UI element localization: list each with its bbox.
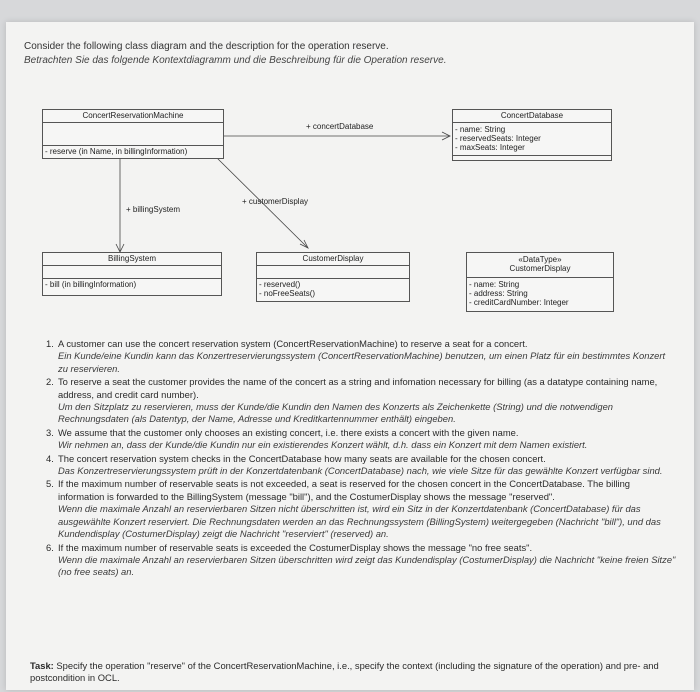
operations-section — [43, 279, 221, 289]
attributes-section — [467, 278, 613, 307]
attributes-section — [453, 123, 611, 156]
class-name: ConcertDatabase — [453, 110, 611, 123]
list-item — [46, 542, 676, 579]
list-item — [46, 427, 676, 452]
item-number: 1. — [46, 338, 54, 349]
label-billing-system: + billingSystem — [126, 205, 181, 214]
item-english: A customer can use the concert reservation system (ConcertReservationMachine) to reserve a seat for a concert. — [58, 338, 528, 349]
intro-english: Consider the following class diagram and the description for the operation reserve. — [24, 41, 389, 52]
item-number: 5. — [46, 478, 54, 490]
task-label: Task: — [30, 660, 54, 671]
item-german: Wenn die maximale Anzahl an reservierbaren Sitzen nicht überschritten ist, wird ein Sitz in der Konzertdatenbank (ConcertDatabase) für das ausgewählte Konzert reserviert. Die Rechnungsdaten werden an das Rechnungssystem (BillingSystem) weitergegeben (Nachricht "bill"), und das Kundendisplay (CostumerDisplay) zeigt die Nachricht "reserviert" (reserved) an. — [58, 503, 661, 540]
class-name: ConcertReservationMachine — [43, 110, 223, 123]
label-concert-database: + concertDatabase — [306, 122, 374, 131]
item-german: Das Konzertreservierungssystem prüft in der Konzertdatenbank (ConcertDatabase) nach, wie viele Sitze für das gewählte Konzert verfügbar sind. — [58, 465, 663, 477]
class-diagram — [6, 22, 694, 322]
item-english: To reserve a seat the customer provides the name of the concert as a string and infomation necessary for billing (as a datatype containing name, address, and credit card number). — [58, 376, 658, 400]
item-number: 3. — [46, 426, 54, 438]
label-customer-display: + customerDisplay — [242, 197, 309, 206]
requirements-list — [46, 338, 676, 580]
class-customer-display — [256, 252, 410, 302]
task-text: Specify the operation "reserve" of the ConcertReservationMachine, i.e., specify the context (including the signature of the operation) and pre- and postcondition in OCL. — [30, 660, 659, 684]
attribute: - maxSeats: Integer — [455, 143, 525, 152]
item-english: If the maximum number of reservable seats is not exceeded, a seat is reserved for the chosen concert in the ConcertDatabase. The billing information is forwarded to the BillingSystem (message "bill"), and the CostumerDisplay shows the message "reserved". — [58, 478, 630, 502]
task — [30, 660, 680, 685]
list-item — [46, 376, 676, 426]
item-german: Um den Sitzplatz zu reservieren, muss der Kunde/die Kundin den Namen des Konzerts als Zeichenkette (String) und die notwendigen Rechnungsdaten (als Datentyp, der Name, Adresse und Kreditkartennummer enthält) eingeben. — [58, 401, 613, 425]
item-number: 2. — [46, 376, 54, 388]
attribute: - address: String — [469, 289, 528, 298]
document-page — [6, 22, 694, 690]
item-german: Wenn die maximale Anzahl an reservierbaren Sitzen überschritten wird zeigt das Kundendisplay (CostumerDisplay) die Nachricht "keine freien Sitze" (no free seats) an. — [58, 553, 676, 578]
item-english: If the maximum number of reservable seats is exceeded the CostumerDisplay shows the message "no free seats". — [58, 541, 533, 553]
item-english: The concert reservation system checks in the ConcertDatabase how many seats are available for the chosen concert. — [58, 452, 546, 464]
item-german: Ein Kunde/eine Kundin kann das Konzertreservierungssystem (ConcertReservationMachine) benutzen, um einen Platz für ein bestimmtes Konzert zu reservieren. — [58, 350, 666, 374]
datatype-header — [467, 253, 613, 278]
attribute: - name: String — [455, 125, 506, 134]
item-number: 6. — [46, 541, 54, 553]
stereotype: «DataType» — [518, 255, 562, 264]
operations-section — [43, 146, 223, 156]
attributes-section — [43, 123, 223, 146]
operation-bill: - bill (in billingInformation) — [45, 280, 137, 289]
attribute: - reservedSeats: Integer — [455, 134, 541, 143]
operation-reserved: - reserved() — [259, 280, 301, 289]
class-name: CustomerDisplay — [257, 253, 409, 266]
operations-section — [257, 279, 409, 298]
operation-reserve: - reserve (in Name, in billingInformation) — [45, 147, 188, 156]
list-item — [46, 338, 676, 375]
class-name: BillingSystem — [43, 253, 221, 266]
attribute: - name: String — [469, 280, 520, 289]
attributes-section — [43, 266, 221, 279]
class-billing-system — [42, 252, 222, 296]
class-concert-database — [452, 109, 612, 161]
datatype-customer-display — [466, 252, 614, 312]
list-item — [46, 478, 676, 540]
item-english: We assume that the customer only chooses an existing concert, i.e. there exists a concert with the given name. — [58, 426, 519, 438]
attribute: - creditCardNumber: Integer — [469, 298, 569, 307]
item-german: Wir nehmen an, dass der Kunde/die Kundin nur ein existierendes Konzert wählt, d.h. dass ein Konzert mit dem Namen existiert. — [58, 439, 588, 451]
class-name: CustomerDisplay — [509, 264, 571, 273]
attributes-section — [257, 266, 409, 279]
item-number: 4. — [46, 452, 54, 464]
operation-nofreeseats: - noFreeSeats() — [259, 289, 316, 298]
intro-german: Betrachten Sie das folgende Kontextdiagramm und die Beschreibung für die Operation reserve. — [24, 55, 447, 66]
class-concert-reservation-machine — [42, 109, 224, 159]
list-item — [46, 453, 676, 478]
